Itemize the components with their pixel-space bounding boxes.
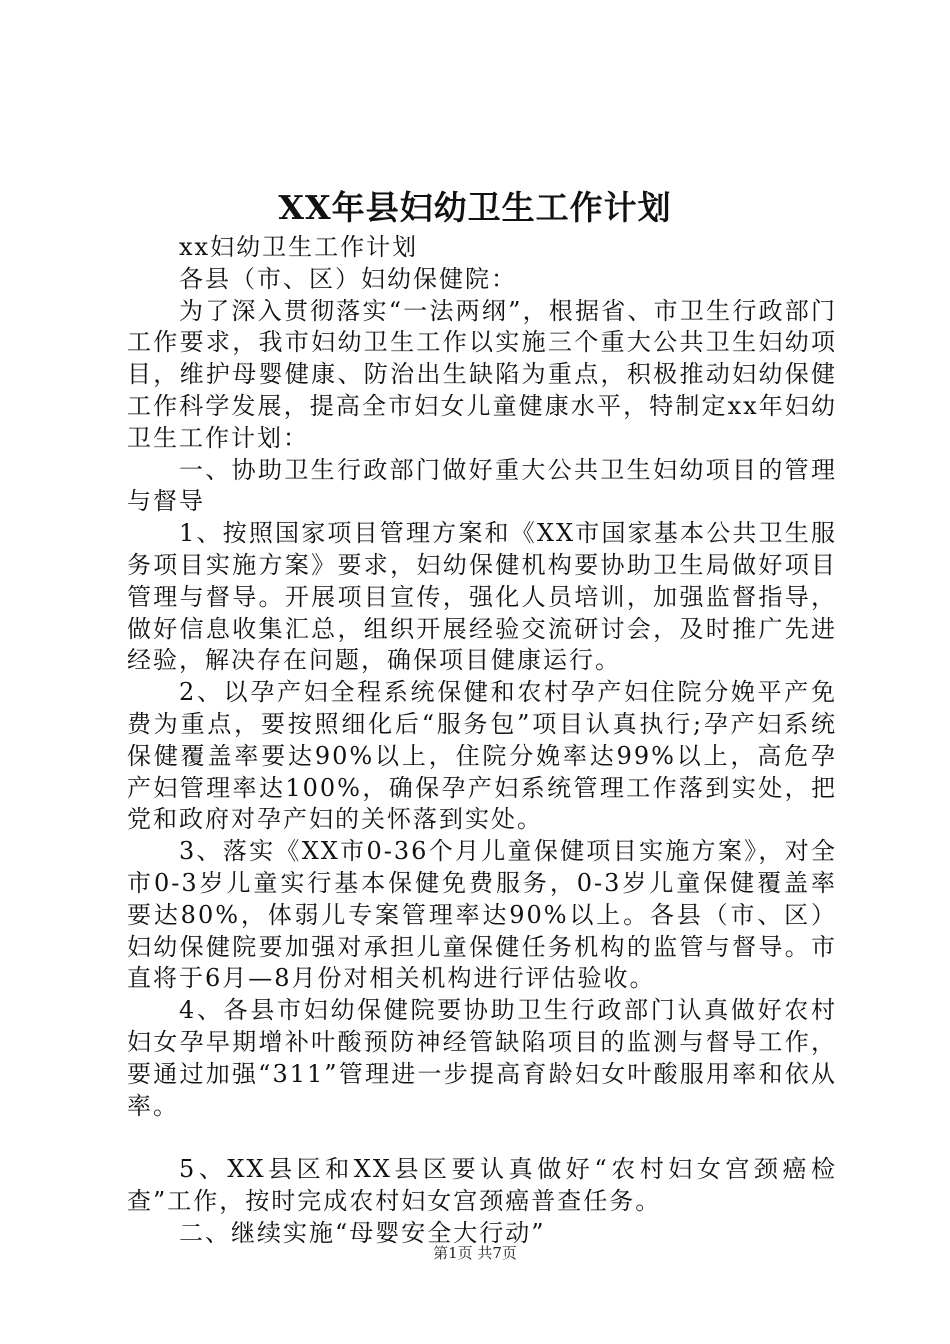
section-heading-1: 一、协助卫生行政部门做好重大公共卫生妇幼项目的管理与督导 (127, 455, 837, 516)
item-paragraph-1: 1、按照国家项目管理方案和《XX市国家基本公共卫生服务项目实施方案》要求，妇幼保健机构要协助卫生局做好项目管理与督导。开展项目宣传，强化人员培训，加强监督指导，做好信息收集汇总，组织开展经验交流研讨会，及时推广先进经验，解决存在问题，确保项目健康运行。 (127, 519, 837, 675)
plan-heading-line: xx妇幼卫生工作计划 (179, 233, 419, 261)
page-number-footer: 第1页 共7页 (433, 1244, 517, 1262)
section-heading-2: 二、继续实施“母婴安全大行动” (179, 1218, 546, 1247)
document-body (127, 232, 837, 1250)
item-paragraph-4: 4、各县市妇幼保健院要协助卫生行政部门认真做好农村妇女孕早期增补叶酸预防神经管缺陷项目的监测与督导工作，要通过加强“311”管理进一步提高育龄妇女叶酸服用率和依从率。 (127, 996, 837, 1120)
item-paragraph-5: 5、XX县区和XX县区要认真做好“农村妇女宫颈癌检查”工作，按时完成农村妇女宫颈癌普查任务。 (127, 1155, 837, 1215)
item-paragraph-3: 3、落实《XX市0-36个月儿童保健项目实施方案》，对全市0-3岁儿童实行基本保健免费服务，0-3岁儿童保健覆盖率要达80%，体弱儿专案管理率达90%以上。各县（市、区）妇幼保健院要加强对承担儿童保健任务机构的监管与督导。市直将于6月—8月份对相关机构进行评估验收。 (127, 837, 837, 993)
document-title: XX年县妇幼卫生工作计划 (278, 188, 672, 227)
salutation-line: 各县（市、区）妇幼保健院： (179, 264, 517, 293)
item-paragraph-2: 2、以孕产妇全程系统保健和农村孕产妇住院分娩平产免费为重点，要按照细化后“服务包”项目认真执行;孕产妇系统保健覆盖率要达90%以上，住院分娩率达99%以上，高危孕产妇管理率达100%，确保孕产妇系统管理工作落到实处，把党和政府对孕产妇的关怀落到实处。 (127, 678, 837, 834)
intro-paragraph: 为了深入贯彻落实“一法两纲”，根据省、市卫生行政部门工作要求，我市妇幼卫生工作以实施三个重大公共卫生妇幼项目，维护母婴健康、防治出生缺陷为重点，积极推动妇幼保健工作科学发展，提高全市妇女儿童健康水平，特制定xx年妇幼卫生工作计划： (127, 296, 837, 452)
